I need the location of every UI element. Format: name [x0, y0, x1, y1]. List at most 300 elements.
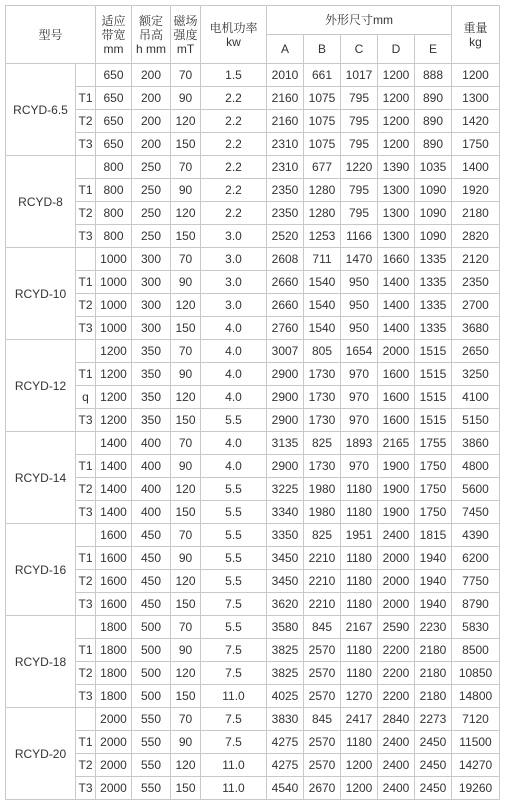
value-cell: 450 — [132, 547, 171, 570]
value-cell: 4.0 — [201, 386, 267, 409]
table-row — [6, 363, 500, 386]
value-cell: 2230 — [415, 616, 452, 639]
value-cell: 4.0 — [201, 455, 267, 478]
value-cell: 90 — [171, 455, 201, 478]
value-cell: 4275 — [267, 731, 304, 754]
value-cell: 2160 — [267, 110, 304, 133]
value-cell: 120 — [171, 202, 201, 225]
value-cell: 1180 — [341, 731, 378, 754]
value-cell: 3450 — [267, 547, 304, 570]
value-cell: 300 — [132, 248, 171, 271]
variant-cell — [76, 708, 96, 731]
table-row — [6, 662, 500, 685]
value-cell: 70 — [171, 708, 201, 731]
value-cell: 550 — [132, 731, 171, 754]
model-cell: RCYD-18 — [6, 616, 76, 708]
value-cell: 890 — [415, 87, 452, 110]
value-cell: 5.5 — [201, 409, 267, 432]
value-cell: 500 — [132, 639, 171, 662]
value-cell: 661 — [304, 64, 341, 87]
value-cell: 1815 — [415, 524, 452, 547]
value-cell: 7.5 — [201, 639, 267, 662]
value-cell: 4390 — [452, 524, 500, 547]
table-row — [6, 547, 500, 570]
value-cell: 970 — [341, 386, 378, 409]
value-cell: 400 — [132, 432, 171, 455]
value-cell: 7450 — [452, 501, 500, 524]
value-cell: 2700 — [452, 294, 500, 317]
value-cell: 795 — [341, 110, 378, 133]
value-cell: 450 — [132, 593, 171, 616]
value-cell: 7750 — [452, 570, 500, 593]
value-cell: 1800 — [96, 662, 132, 685]
value-cell: 1220 — [341, 156, 378, 179]
value-cell: 3.0 — [201, 225, 267, 248]
variant-cell — [76, 432, 96, 455]
value-cell: 795 — [341, 202, 378, 225]
value-cell: 1400 — [378, 294, 415, 317]
variant-cell: T1 — [76, 87, 96, 110]
value-cell: 1600 — [378, 363, 415, 386]
value-cell: 1200 — [378, 87, 415, 110]
value-cell: 120 — [171, 754, 201, 777]
value-cell: 2.2 — [201, 179, 267, 202]
value-cell: 1750 — [415, 455, 452, 478]
value-cell: 1000 — [96, 248, 132, 271]
value-cell: 1200 — [96, 363, 132, 386]
value-cell: 2000 — [96, 708, 132, 731]
header-dimensions: 外形尺寸mm — [267, 6, 452, 35]
value-cell: 2310 — [267, 156, 304, 179]
value-cell: 250 — [132, 202, 171, 225]
table-row — [6, 570, 500, 593]
value-cell: 3860 — [452, 432, 500, 455]
value-cell: 2400 — [378, 754, 415, 777]
value-cell: 1180 — [341, 547, 378, 570]
value-cell: 1300 — [378, 225, 415, 248]
value-cell: 1730 — [304, 455, 341, 478]
value-cell: 2000 — [378, 340, 415, 363]
value-cell: 11.0 — [201, 777, 267, 800]
value-cell: 2900 — [267, 409, 304, 432]
value-cell: 1750 — [452, 133, 500, 156]
value-cell: 1800 — [96, 685, 132, 708]
value-cell: 70 — [171, 432, 201, 455]
value-cell: 150 — [171, 409, 201, 432]
table-body — [6, 64, 500, 800]
value-cell: 5.5 — [201, 501, 267, 524]
variant-cell: T2 — [76, 754, 96, 777]
value-cell: 1940 — [415, 570, 452, 593]
value-cell: 1730 — [304, 409, 341, 432]
value-cell: 711 — [304, 248, 341, 271]
variant-cell: T3 — [76, 225, 96, 248]
value-cell: 150 — [171, 225, 201, 248]
header-model: 型号 — [6, 6, 96, 64]
value-cell: 1730 — [304, 386, 341, 409]
value-cell: 1600 — [96, 524, 132, 547]
value-cell: 350 — [132, 386, 171, 409]
value-cell: 250 — [132, 179, 171, 202]
value-cell: 1200 — [341, 754, 378, 777]
value-cell: 2760 — [267, 317, 304, 340]
value-cell: 550 — [132, 708, 171, 731]
header-weight: 重量 kg — [452, 6, 500, 64]
value-cell: 4100 — [452, 386, 500, 409]
value-cell: 2590 — [378, 616, 415, 639]
value-cell: 2200 — [378, 685, 415, 708]
value-cell: 1600 — [96, 593, 132, 616]
table-row — [6, 708, 500, 731]
value-cell: 120 — [171, 110, 201, 133]
value-cell: 677 — [304, 156, 341, 179]
value-cell: 1200 — [378, 110, 415, 133]
table-row — [6, 478, 500, 501]
value-cell: 7.5 — [201, 662, 267, 685]
value-cell: 1166 — [341, 225, 378, 248]
value-cell: 5.5 — [201, 478, 267, 501]
value-cell: 650 — [96, 133, 132, 156]
value-cell: 450 — [132, 524, 171, 547]
value-cell: 1540 — [304, 294, 341, 317]
value-cell: 2120 — [452, 248, 500, 271]
value-cell: 2200 — [378, 639, 415, 662]
value-cell: 4.0 — [201, 363, 267, 386]
value-cell: 150 — [171, 133, 201, 156]
value-cell: 2650 — [452, 340, 500, 363]
value-cell: 2000 — [96, 731, 132, 754]
value-cell: 120 — [171, 570, 201, 593]
value-cell: 1400 — [378, 317, 415, 340]
value-cell: 500 — [132, 662, 171, 685]
value-cell: 1600 — [378, 409, 415, 432]
value-cell: 650 — [96, 64, 132, 87]
value-cell: 70 — [171, 248, 201, 271]
value-cell: 2.2 — [201, 133, 267, 156]
value-cell: 11.0 — [201, 685, 267, 708]
value-cell: 2180 — [415, 685, 452, 708]
value-cell: 120 — [171, 662, 201, 685]
variant-cell: T1 — [76, 455, 96, 478]
variant-cell: T3 — [76, 133, 96, 156]
value-cell: 14270 — [452, 754, 500, 777]
value-cell: 450 — [132, 570, 171, 593]
value-cell: 4800 — [452, 455, 500, 478]
table-row — [6, 616, 500, 639]
value-cell: 150 — [171, 501, 201, 524]
table-row — [6, 524, 500, 547]
value-cell: 2010 — [267, 64, 304, 87]
table-row — [6, 340, 500, 363]
value-cell: 2350 — [267, 202, 304, 225]
value-cell: 1540 — [304, 271, 341, 294]
value-cell: 70 — [171, 156, 201, 179]
variant-cell — [76, 340, 96, 363]
table-row — [6, 317, 500, 340]
value-cell: 1515 — [415, 340, 452, 363]
value-cell: 1200 — [378, 133, 415, 156]
value-cell: 3825 — [267, 639, 304, 662]
value-cell: 400 — [132, 501, 171, 524]
value-cell: 795 — [341, 133, 378, 156]
value-cell: 350 — [132, 363, 171, 386]
value-cell: 1400 — [96, 455, 132, 478]
value-cell: 2900 — [267, 455, 304, 478]
variant-cell — [76, 64, 96, 87]
value-cell: 19260 — [452, 777, 500, 800]
variant-cell: T2 — [76, 570, 96, 593]
value-cell: 650 — [96, 87, 132, 110]
value-cell: 2400 — [378, 731, 415, 754]
value-cell: 800 — [96, 225, 132, 248]
value-cell: 950 — [341, 294, 378, 317]
value-cell: 90 — [171, 547, 201, 570]
value-cell: 3620 — [267, 593, 304, 616]
value-cell: 1200 — [378, 64, 415, 87]
value-cell: 1420 — [452, 110, 500, 133]
table-row — [6, 777, 500, 800]
value-cell: 1180 — [341, 593, 378, 616]
value-cell: 400 — [132, 478, 171, 501]
value-cell: 2310 — [267, 133, 304, 156]
value-cell: 2820 — [452, 225, 500, 248]
value-cell: 550 — [132, 777, 171, 800]
value-cell: 890 — [415, 110, 452, 133]
value-cell: 300 — [132, 317, 171, 340]
value-cell: 350 — [132, 340, 171, 363]
value-cell: 805 — [304, 340, 341, 363]
table-row — [6, 110, 500, 133]
value-cell: 1075 — [304, 87, 341, 110]
value-cell: 2200 — [378, 662, 415, 685]
value-cell: 5.5 — [201, 616, 267, 639]
value-cell: 1654 — [341, 340, 378, 363]
value-cell: 950 — [341, 271, 378, 294]
value-cell: 3340 — [267, 501, 304, 524]
model-cell: RCYD-12 — [6, 340, 76, 432]
variant-cell: T2 — [76, 478, 96, 501]
variant-cell: T1 — [76, 639, 96, 662]
value-cell: 3135 — [267, 432, 304, 455]
value-cell: 825 — [304, 432, 341, 455]
value-cell: 2570 — [304, 754, 341, 777]
model-cell: RCYD-6.5 — [6, 64, 76, 156]
value-cell: 1090 — [415, 202, 452, 225]
table-row — [6, 294, 500, 317]
value-cell: 11500 — [452, 731, 500, 754]
value-cell: 2608 — [267, 248, 304, 271]
value-cell: 1200 — [96, 386, 132, 409]
value-cell: 70 — [171, 64, 201, 87]
variant-cell: T1 — [76, 731, 96, 754]
table-row — [6, 685, 500, 708]
value-cell: 2210 — [304, 593, 341, 616]
value-cell: 2900 — [267, 386, 304, 409]
header-belt-width: 适应 带宽 mm — [96, 6, 132, 64]
variant-cell: T2 — [76, 110, 96, 133]
value-cell: 1800 — [96, 639, 132, 662]
value-cell: 4.0 — [201, 340, 267, 363]
value-cell: 970 — [341, 409, 378, 432]
value-cell: 1800 — [96, 616, 132, 639]
value-cell: 2520 — [267, 225, 304, 248]
value-cell: 4025 — [267, 685, 304, 708]
value-cell: 2180 — [415, 639, 452, 662]
value-cell: 4275 — [267, 754, 304, 777]
value-cell: 1400 — [96, 501, 132, 524]
header-dim-a: A — [267, 35, 304, 64]
value-cell: 4540 — [267, 777, 304, 800]
value-cell: 2000 — [96, 777, 132, 800]
value-cell: 5.5 — [201, 524, 267, 547]
value-cell: 1253 — [304, 225, 341, 248]
value-cell: 1980 — [304, 501, 341, 524]
table-row — [6, 133, 500, 156]
table-row — [6, 87, 500, 110]
table-row — [6, 271, 500, 294]
value-cell: 1900 — [378, 478, 415, 501]
value-cell: 1075 — [304, 110, 341, 133]
value-cell: 2570 — [304, 731, 341, 754]
variant-cell — [76, 248, 96, 271]
value-cell: 11.0 — [201, 754, 267, 777]
table-row — [6, 202, 500, 225]
value-cell: 6200 — [452, 547, 500, 570]
value-cell: 8790 — [452, 593, 500, 616]
model-cell: RCYD-20 — [6, 708, 76, 800]
variant-cell: T3 — [76, 501, 96, 524]
variant-cell: T2 — [76, 294, 96, 317]
value-cell: 2450 — [415, 754, 452, 777]
value-cell: 500 — [132, 616, 171, 639]
value-cell: 120 — [171, 294, 201, 317]
value-cell: 1090 — [415, 225, 452, 248]
value-cell: 1750 — [415, 501, 452, 524]
variant-cell: T1 — [76, 179, 96, 202]
variant-cell: T1 — [76, 271, 96, 294]
value-cell: 1515 — [415, 386, 452, 409]
value-cell: 2570 — [304, 685, 341, 708]
value-cell: 1515 — [415, 409, 452, 432]
model-cell: RCYD-14 — [6, 432, 76, 524]
variant-cell: T3 — [76, 593, 96, 616]
value-cell: 2273 — [415, 708, 452, 731]
value-cell: 888 — [415, 64, 452, 87]
value-cell: 350 — [132, 409, 171, 432]
value-cell: 3.0 — [201, 248, 267, 271]
value-cell: 2417 — [341, 708, 378, 731]
value-cell: 800 — [96, 202, 132, 225]
value-cell: 4.0 — [201, 432, 267, 455]
value-cell: 2450 — [415, 731, 452, 754]
value-cell: 1180 — [341, 570, 378, 593]
value-cell: 1180 — [341, 662, 378, 685]
variant-cell: q — [76, 386, 96, 409]
value-cell: 1470 — [341, 248, 378, 271]
value-cell: 7120 — [452, 708, 500, 731]
value-cell: 1400 — [452, 156, 500, 179]
value-cell: 70 — [171, 524, 201, 547]
value-cell: 1075 — [304, 133, 341, 156]
value-cell: 200 — [132, 110, 171, 133]
value-cell: 650 — [96, 110, 132, 133]
value-cell: 1000 — [96, 294, 132, 317]
value-cell: 3680 — [452, 317, 500, 340]
value-cell: 3580 — [267, 616, 304, 639]
value-cell: 5150 — [452, 409, 500, 432]
value-cell: 1335 — [415, 294, 452, 317]
value-cell: 1200 — [341, 777, 378, 800]
value-cell: 150 — [171, 685, 201, 708]
value-cell: 150 — [171, 777, 201, 800]
table-row — [6, 731, 500, 754]
value-cell: 2570 — [304, 639, 341, 662]
value-cell: 14800 — [452, 685, 500, 708]
value-cell: 1900 — [378, 455, 415, 478]
value-cell: 8500 — [452, 639, 500, 662]
table-row — [6, 64, 500, 87]
value-cell: 3825 — [267, 662, 304, 685]
variant-cell: T2 — [76, 662, 96, 685]
value-cell: 300 — [132, 294, 171, 317]
value-cell: 2000 — [378, 593, 415, 616]
value-cell: 2350 — [452, 271, 500, 294]
value-cell: 1280 — [304, 202, 341, 225]
value-cell: 90 — [171, 363, 201, 386]
header-magnetic-strength: 磁场 强度 mT — [171, 6, 201, 64]
value-cell: 1600 — [96, 547, 132, 570]
value-cell: 1090 — [415, 179, 452, 202]
value-cell: 1180 — [341, 478, 378, 501]
value-cell: 5600 — [452, 478, 500, 501]
value-cell: 2400 — [378, 524, 415, 547]
value-cell: 1270 — [341, 685, 378, 708]
value-cell: 1300 — [378, 202, 415, 225]
value-cell: 2.2 — [201, 156, 267, 179]
variant-cell: T3 — [76, 777, 96, 800]
value-cell: 1035 — [415, 156, 452, 179]
value-cell: 2.2 — [201, 110, 267, 133]
value-cell: 1000 — [96, 317, 132, 340]
value-cell: 200 — [132, 64, 171, 87]
value-cell: 3225 — [267, 478, 304, 501]
value-cell: 1335 — [415, 317, 452, 340]
value-cell: 845 — [304, 708, 341, 731]
value-cell: 90 — [171, 731, 201, 754]
model-cell: RCYD-16 — [6, 524, 76, 616]
value-cell: 1540 — [304, 317, 341, 340]
value-cell: 10850 — [452, 662, 500, 685]
model-cell: RCYD-10 — [6, 248, 76, 340]
value-cell: 3007 — [267, 340, 304, 363]
value-cell: 2210 — [304, 570, 341, 593]
table-row — [6, 593, 500, 616]
value-cell: 1300 — [452, 87, 500, 110]
value-cell: 1730 — [304, 363, 341, 386]
variant-cell — [76, 616, 96, 639]
value-cell: 800 — [96, 179, 132, 202]
value-cell: 2160 — [267, 87, 304, 110]
spec-table — [5, 5, 500, 800]
value-cell: 2350 — [267, 179, 304, 202]
value-cell: 2400 — [378, 777, 415, 800]
value-cell: 200 — [132, 133, 171, 156]
value-cell: 550 — [132, 754, 171, 777]
value-cell: 2000 — [378, 547, 415, 570]
variant-cell: T3 — [76, 685, 96, 708]
value-cell: 1000 — [96, 271, 132, 294]
value-cell: 2.2 — [201, 87, 267, 110]
